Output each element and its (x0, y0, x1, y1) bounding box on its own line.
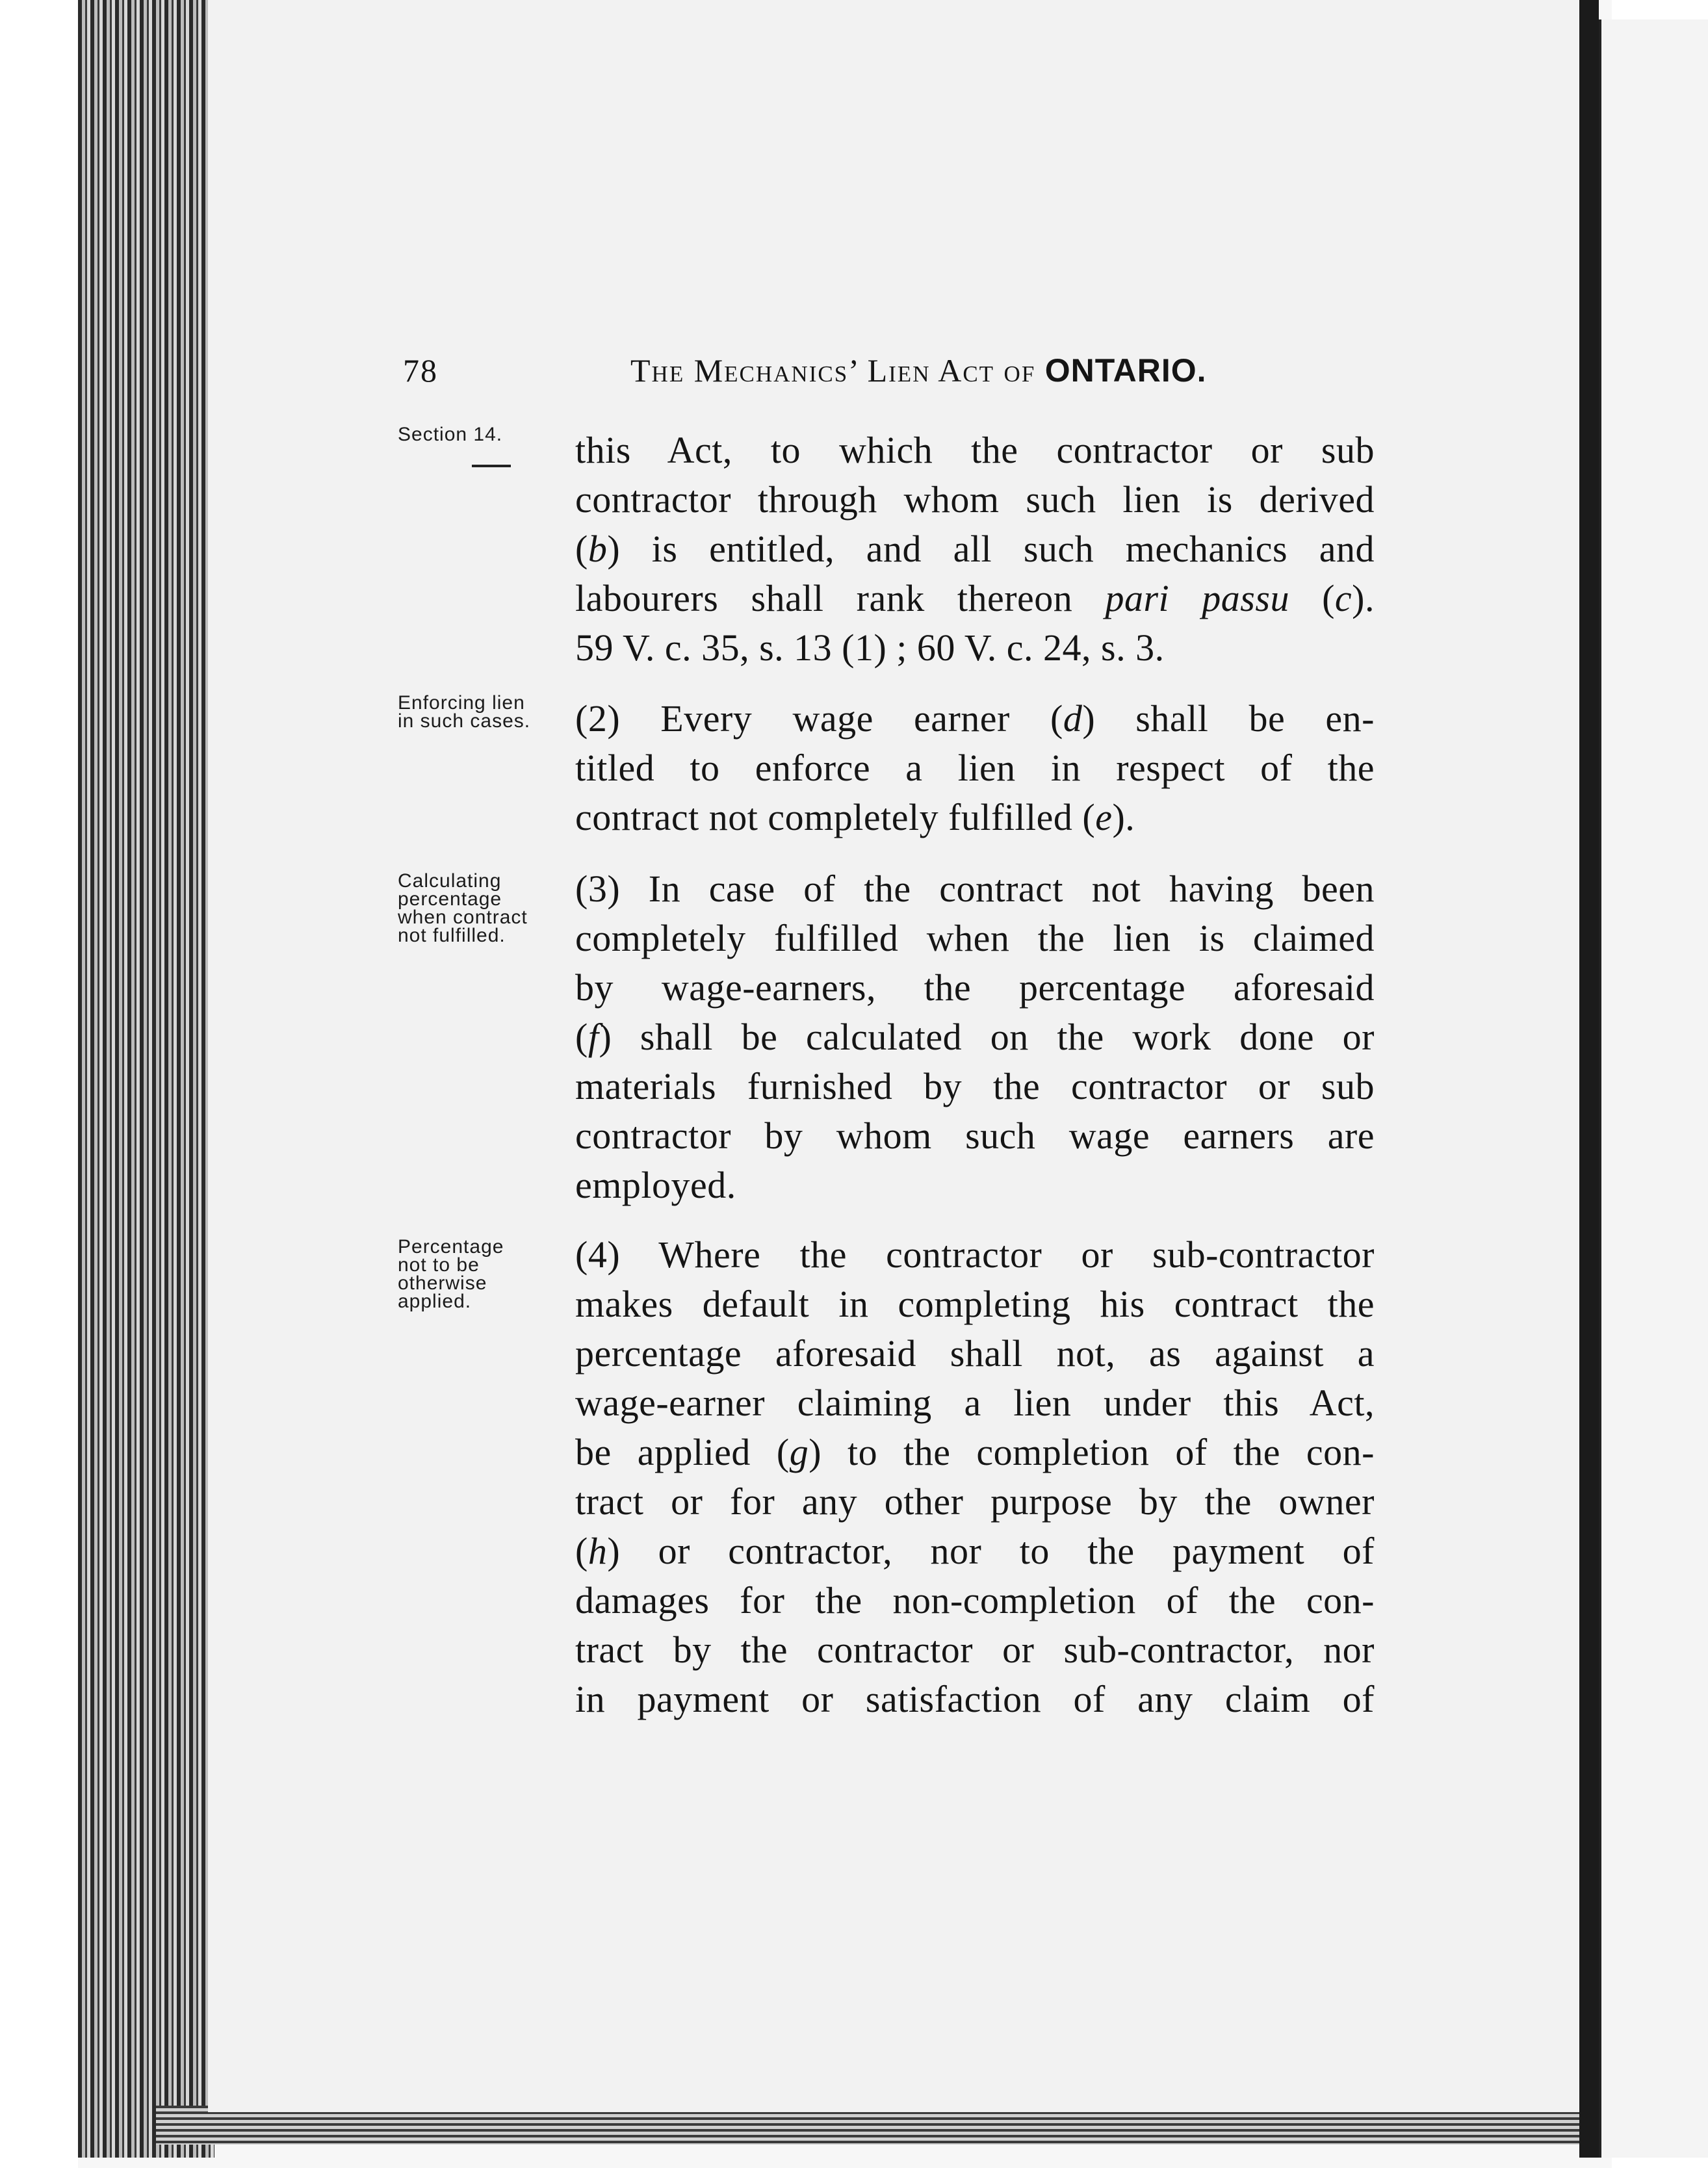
margin-note-enforcing (398, 694, 573, 730)
text-line: titled to enforce a lien in respect of the (575, 747, 1375, 789)
paragraph-1 (575, 426, 1375, 673)
text-line: damages for the non-completion of the con- (575, 1579, 1375, 1621)
paragraph-3 (575, 864, 1375, 1210)
text-line: contractor by whom such wage earners are (575, 1115, 1375, 1157)
margin-note-line: not to be (398, 1254, 480, 1276)
text-line: (3) In case of the contract not having been (575, 868, 1375, 910)
book-page-edges (78, 0, 214, 2158)
text-line: (4) Where the contractor or sub-contractor (575, 1233, 1375, 1276)
text-line: be applied (g) to the completion of the con- (575, 1431, 1375, 1473)
text-line: 59 V. c. 35, s. 13 (1) ; 60 V. c. 24, s. 3. (575, 626, 1165, 669)
margin-note-section (398, 426, 573, 444)
text-line: tract or for any other purpose by the owner (575, 1480, 1375, 1523)
margin-note-text: Section 14. (398, 424, 503, 445)
margin-note-line: applied. (398, 1291, 472, 1312)
text-line: wage-earner claiming a lien under this Act, (575, 1382, 1375, 1424)
running-head (403, 348, 1293, 400)
margin-note-line: in such cases. (398, 710, 531, 732)
facing-page-edge (1599, 19, 1708, 2158)
margin-note-line: when contract (398, 907, 528, 928)
text-line: by wage-earners, the percentage aforesaid (575, 966, 1375, 1009)
running-title (630, 352, 1207, 389)
text-line: percentage aforesaid shall not, as against a (575, 1332, 1375, 1374)
margin-note-percentage (398, 1238, 573, 1311)
text-line: contractor through whom such lien is derived (575, 478, 1375, 521)
paragraph-4 (575, 1230, 1375, 1724)
margin-rule (472, 465, 511, 467)
margin-note-calculating (398, 872, 573, 945)
text-line: (h) or contractor, nor to the payment of (575, 1530, 1375, 1572)
margin-note-line: otherwise (398, 1272, 487, 1294)
margin-note-line: Calculating (398, 870, 502, 892)
text-line: completely fulfilled when the lien is claimed (575, 917, 1375, 959)
text-line: materials furnished by the contractor or sub (575, 1065, 1375, 1107)
running-title-emphasis: ONTARIO. (1044, 352, 1207, 389)
book-gutter (1579, 0, 1599, 2158)
text-line: (2) Every wage earner (d) shall be en- (575, 697, 1375, 740)
margin-note-line: not fulfilled. (398, 925, 506, 946)
text-line: in payment or satisfaction of any claim of (575, 1678, 1375, 1720)
margin-note-line: Enforcing lien (398, 692, 525, 714)
text-line: contract not completely fulfilled (e). (575, 796, 1135, 838)
text-line: this Act, to which the contractor or sub (575, 429, 1375, 471)
page-number: 78 (403, 352, 438, 389)
running-title-text: The Mechanics’ Lien Act of (630, 352, 1036, 389)
margin-note-line: percentage (398, 888, 502, 910)
text-line: (b) is entitled, and all such mechanics and (575, 528, 1375, 570)
text-line: labourers shall rank thereon pari passu (c). (575, 577, 1375, 619)
text-line: makes default in completing his contract the (575, 1283, 1375, 1325)
text-line: tract by the contractor or sub-contractor, nor (575, 1629, 1375, 1671)
paragraph-2 (575, 694, 1375, 842)
margin-note-line: Percentage (398, 1236, 504, 1258)
text-line: (f) shall be calculated on the work done or (575, 1016, 1375, 1058)
text-line: employed. (575, 1164, 736, 1206)
